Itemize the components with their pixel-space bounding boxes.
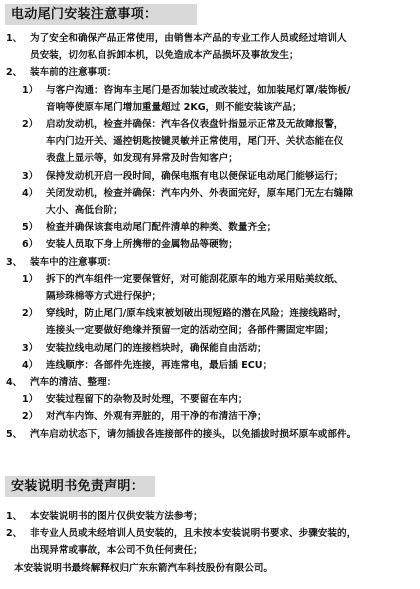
text-line (0, 116, 416, 133)
item-text: 音响等使原车尾门增加重量超过 2KG，则不能安装该产品； (46, 101, 302, 113)
text-line (0, 254, 416, 271)
item-number: 3） (22, 170, 39, 182)
text-line (0, 99, 416, 116)
item-number: 2、 (6, 528, 23, 540)
item-text: 汽车启动状态下，请勿插拔各连接部件的接头，以免插拔时损坏原车或部件。 (30, 428, 357, 440)
text-line (0, 271, 416, 288)
item-number: 3） (22, 342, 39, 354)
disclaimer-title: 安装说明书免责声明： (5, 476, 155, 497)
text-line (0, 64, 416, 81)
item-text: 对汽车内饰、外观有弄脏的，用干净的布清洁干净； (46, 411, 267, 423)
text-line (0, 391, 416, 408)
text-line (0, 236, 416, 253)
text-line (0, 305, 416, 322)
item-text: 车内门边开关、遥控钥匙按键灵敏并正常使用，尾门开、关状态能在仪 (46, 136, 344, 148)
text-line (0, 357, 416, 374)
item-number: 5、 (6, 428, 23, 440)
item-number: 4） (22, 359, 39, 371)
text-line (0, 185, 416, 202)
item-text: 装车前的注意事项： (30, 67, 117, 79)
item-text: 非专业人员或未经培训人员安装的，且未按本安装说明书要求、步骤安装的， (30, 528, 357, 540)
disclaimer-list (0, 508, 416, 577)
item-text: 安装人员取下身上所携带的金属物品等硬物； (46, 239, 238, 251)
text-line (0, 288, 416, 305)
notes-list (0, 30, 416, 443)
item-text: 启动发动机，检查并确保：汽车各仪表盘针指显示正常及无故障报警， (46, 119, 344, 131)
item-number: 1、 (6, 33, 23, 44)
item-text: 保持发动机开启一段时间，确保电瓶有电以便保证电动尾门能够运行； (46, 170, 344, 182)
text-line (0, 133, 416, 150)
item-number: 1） (22, 273, 39, 285)
item-number: 3、 (6, 256, 23, 268)
text-line (0, 408, 416, 425)
text-line (0, 340, 416, 357)
item-text: 与客户沟通：咨询车主尾门是否加装过或改装过，如加装尾灯罩/装饰板/ (46, 84, 351, 96)
item-number: 4、 (6, 377, 23, 389)
item-number: 4） (22, 187, 39, 199)
text-line (0, 374, 416, 391)
notes-title: 电动尾门安装注意事项： (5, 4, 197, 25)
item-text: 装车中的注意事项： (30, 256, 117, 268)
text-line (0, 30, 416, 47)
item-text: 大小、高低台阶； (46, 205, 123, 217)
text-line (0, 560, 416, 577)
item-text: 出现异常或事故，本公司不负任何责任； (30, 545, 203, 557)
item-number: 2） (22, 308, 39, 320)
text-line (0, 202, 416, 219)
item-text: 隔珍珠棉等方式进行保护； (46, 291, 162, 303)
text-line (0, 542, 416, 559)
text-line (0, 168, 416, 185)
item-text: 汽车的清洁、整理： (30, 377, 117, 389)
text-line (0, 47, 416, 64)
item-text: 本安装说明书最终解释权归广东东箭汽车科技股份有限公司。 (14, 562, 274, 574)
item-number: 2） (22, 411, 39, 423)
item-number: 1） (22, 394, 39, 406)
item-number: 5） (22, 222, 39, 234)
item-text: 检查并确保该套电动尾门配件清单的种类、数量齐全； (46, 222, 277, 234)
item-text: 拆下的汽车组件一定要保管好，对可能刮花原车的地方采用贴美纹纸、 (46, 273, 344, 285)
item-text: 穿线时，防止尾门/原车线束被划破出现短路的潜在风险；连接线路时， (46, 308, 347, 320)
text-line (0, 219, 416, 236)
item-number: 1、 (6, 511, 23, 522)
item-text: 安装拉线电动尾门的连接档块时，确保能自由活动； (46, 342, 267, 354)
item-text: 关闭发动机，检查并确保：汽车内外、外表面完好，原车尾门无左右缝隙 (46, 187, 353, 199)
item-text: 连接头一定要做好绝缘并预留一定的活动空间；各部件需固定牢固； (46, 325, 334, 337)
item-text: 员安装，切勿私自拆卸本机，以免造成本产品损坏及事故发生； (30, 50, 299, 62)
text-line (0, 82, 416, 99)
text-line (0, 322, 416, 339)
item-number: 6） (22, 239, 39, 251)
text-line (0, 426, 416, 443)
text-line (0, 508, 416, 525)
item-text: 连线顺序：各部件先连接，再连常电，最后插 ECU； (46, 359, 273, 371)
text-line (0, 150, 416, 167)
text-line (0, 525, 416, 542)
item-number: 2） (22, 119, 39, 131)
item-text: 为了安全和确保产品正常使用，由销售本产品的专业工作人员或经过培训人 (30, 33, 347, 44)
item-number: 1） (22, 84, 39, 96)
item-text: 本安装说明书的图片仅供安装方法参考； (30, 511, 203, 522)
item-number: 2、 (6, 67, 23, 79)
item-text: 表盘上显示等，如发现有异常及时告知客户； (46, 153, 238, 165)
item-text: 安装过程留下的杂物及时处理，不要留在车内； (46, 394, 248, 406)
